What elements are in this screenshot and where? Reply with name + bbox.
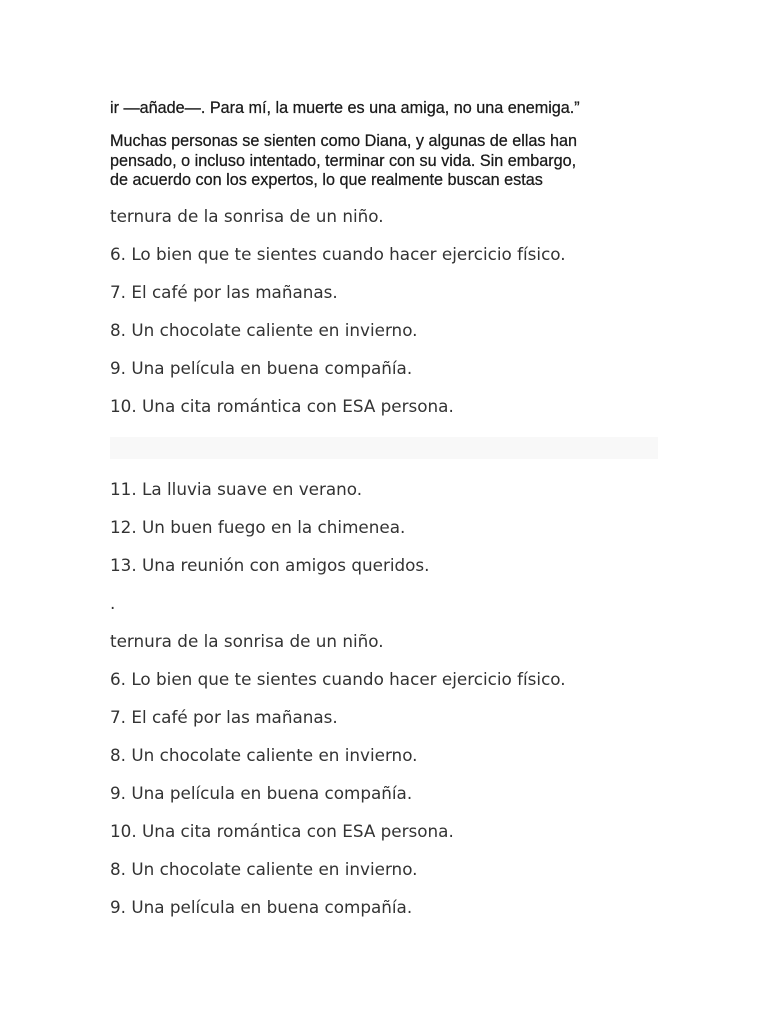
list-item: 11. La lluvia suave en verano. xyxy=(110,478,363,499)
list-item: 10. Una cita romántica con ESA persona. xyxy=(110,395,454,416)
section-divider xyxy=(110,437,658,459)
list-item: 7. El café por las mañanas. xyxy=(110,706,338,727)
list-item: 8. Un chocolate caliente en invierno. xyxy=(110,744,418,765)
list-item: 13. Una reunión con amigos queridos. xyxy=(110,554,430,575)
paragraph-line: de acuerdo con los expertos, lo que realmente buscan estas xyxy=(110,171,543,190)
list-item: 10. Una cita romántica con ESA persona. xyxy=(110,820,454,841)
list-item: 8. Un chocolate caliente en invierno. xyxy=(110,319,418,340)
list-item: 7. El café por las mañanas. xyxy=(110,281,338,302)
list-item: 9. Una película en buena compañía. xyxy=(110,357,413,378)
pleasures-list-first xyxy=(110,197,658,425)
list-item: ternura de la sonrisa de un niño. xyxy=(110,205,384,226)
list-item: ternura de la sonrisa de un niño. xyxy=(110,630,384,651)
paragraph-line: pensado, o incluso intentado, terminar con su vida. Sin embargo, xyxy=(110,151,577,170)
list-item: 8. Un chocolate caliente en invierno. xyxy=(110,858,418,879)
separator-dot: . xyxy=(110,592,116,613)
list-item: 6. Lo bien que te sientes cuando hacer ejercicio físico. xyxy=(110,243,566,264)
pleasures-list-second xyxy=(110,470,658,584)
list-item: 9. Una película en buena compañía. xyxy=(110,896,413,917)
list-item: 12. Un buen fuego en la chimenea. xyxy=(110,516,406,537)
intro-paragraph xyxy=(110,132,658,191)
document-content xyxy=(110,98,658,926)
list-item: 9. Una película en buena compañía. xyxy=(110,782,413,803)
pleasures-list-repeat xyxy=(110,622,658,926)
quote-ending-line: ir —añade—. Para mí, la muerte es una amiga, no una enemiga.” xyxy=(110,99,580,117)
paragraph-line: Muchas personas se sienten como Diana, y algunas de ellas han xyxy=(110,132,578,150)
list-item: 6. Lo bien que te sientes cuando hacer ejercicio físico. xyxy=(110,668,566,689)
